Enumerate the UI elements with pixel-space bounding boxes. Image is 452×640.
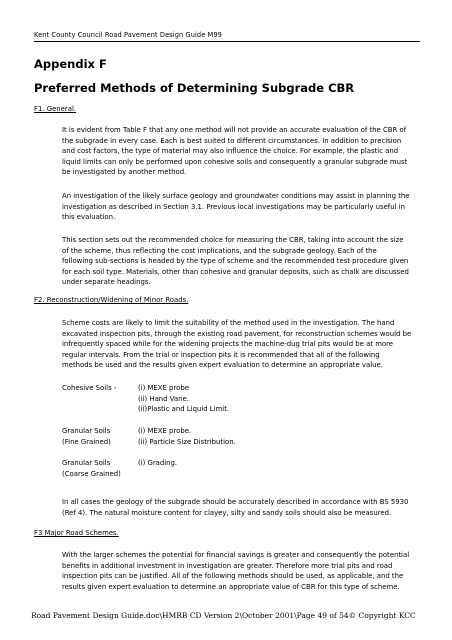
appendix-heading: Appendix F [34,57,107,71]
soil-group-granular-coarse [0,458,452,480]
text-line: inspection pits can be justified. All of the following methods should be used, as applicable, and the [62,572,404,581]
text-line: methods be used and the results given expert evaluation to determine an appropriate value. [62,361,383,370]
text-line: Cohesive Soils - [62,384,117,392]
text-line: and cost factors, the type of material may also influence the choice. For example, the plastic and [62,147,399,156]
text-line: (i) Grading. [138,459,178,467]
section-f2-heading: F2. Reconstruction/Widening of Minor Roads. [34,296,189,304]
section-f2-paragraph-1 [62,318,426,371]
text-line: for each soil type. Materials, other than cohesive and granular deposits, such as chalk are discussed [62,267,409,276]
text-line: following sub-sections is headed by the type of scheme and the recommended test procedure given [62,257,409,266]
text-line: It is evident from Table F that any one method will not provide an accurate evaluation of the CBR of [62,126,407,134]
page-header: Kent County Council Road Pavement Design Guide M99 [34,31,222,39]
soil-tests [138,383,229,415]
text-line: (ii) Hand Vane. [138,394,189,403]
text-line: (Coarse Grained) [62,469,121,478]
section-f3-heading: F3 Major Road Schemes. [34,529,119,537]
text-line: (i) MEXE probe. [138,427,192,435]
text-line: (i) MEXE probe [138,384,189,392]
text-line: Granular Soils [62,427,111,435]
text-line: infrequently spaced while for the widening projects the machine-dug trial pits would be at more [62,340,394,349]
section-f1-paragraph-1 [62,125,426,178]
soil-label [62,383,116,394]
text-line: (Fine Grained) [62,437,111,446]
text-line: (Ref 4). The natural moisture content for clayey, silty and sandy soils should also be measured. [62,508,392,517]
text-line: This section sets out the recommended choice for measuring the CBR, taking into account the size [62,236,404,244]
section-f1-paragraph-2 [62,191,426,223]
text-line: Granular Soils [62,459,111,467]
text-line: (ii) Particle Size Distribution. [138,437,236,446]
text-line: results given expert evaluation to determine an appropriate value of CBR for this type of scheme. [62,582,400,591]
soil-group-cohesive [0,383,452,416]
text-line: liquid limits can only be performed upon cohesive soils and consequently a granular subgrade must [62,157,408,166]
text-line: be investigated by another method. [62,168,187,177]
page-footer: Road Pavement Design Guide.doc\HMRB CD Version 2\October 2001\Page 49 of 54© Copyright KCC [31,611,416,620]
soil-tests [138,426,236,447]
text-line: (ii)Plastic and Liquid Limit. [138,405,230,414]
soil-label [62,426,111,447]
soil-label [62,458,121,479]
section-f3-paragraph-1 [62,550,426,592]
text-line: under separate headings. [62,278,151,287]
section-f2-paragraph-2 [62,497,426,518]
page-title: Preferred Methods of Determining Subgrade CBR [34,81,355,95]
soil-tests [138,458,177,469]
text-line: An investigation of the likely surface geology and groundwater conditions may assist in planning the [62,192,410,200]
text-line: excavated inspection pits, through the existing road pavement, for reconstruction schemes would be [62,329,412,338]
text-line: this evaluation. [62,213,116,222]
header-rule [34,41,420,42]
text-line: benefits in additional investment in investigation are greater. Therefore more trial pits and road [62,561,393,570]
section-f1-paragraph-3 [62,235,426,288]
text-line: In all cases the geology of the subgrade should be accurately described in accordance with BS 5930 [62,498,409,506]
soil-group-granular-fine [0,426,452,448]
text-line: With the larger schemes the potential for financial savings is greater and consequently the potential [62,551,410,559]
text-line: investigation as described in Section 3.1. Previous local investigations may be particularly useful in [62,202,405,211]
text-line: the subgrade in every case. Each is best suited to different circumstances. In addition to precision [62,136,402,145]
text-line: Scheme costs are likely to limit the suitability of the method used in the investigation. The hand [62,319,395,327]
text-line: of the scheme, thus reflecting the cost implications, and the subgrade geology. Each of the [62,246,377,255]
section-f1-heading: F1. General. [34,105,77,113]
text-line: regular intervals. From the trial or inspection pits it is recommended that all of the following [62,350,380,359]
